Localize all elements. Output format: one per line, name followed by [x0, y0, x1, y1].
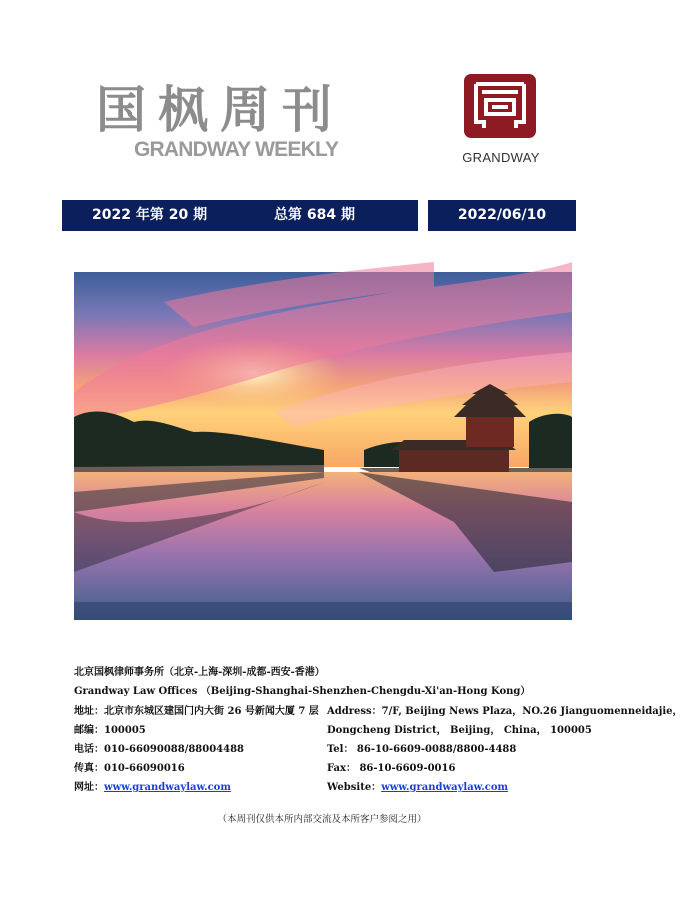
postcode-cn: 邮编：100005: [74, 725, 146, 736]
address-en-line2: Dongcheng District， Beijing， China， 100005: [327, 725, 592, 736]
magazine-title-cn: 国枫周刊: [96, 81, 344, 139]
website-cn-row: [74, 782, 231, 794]
fax-en: Fax： 86-10-6609-0016: [327, 763, 456, 774]
issue-bar: [62, 200, 418, 231]
footer-note: （本周刊仅供本所内部交流及本所客户参阅之用）: [217, 814, 427, 825]
website-link-en[interactable]: www.grandwaylaw.com: [381, 782, 509, 793]
phone-cn: 电话：010-66090088/88004488: [74, 744, 245, 755]
logo-wordmark: GRANDWAY: [462, 150, 540, 165]
website-link-cn[interactable]: www.grandwaylaw.com: [104, 782, 231, 793]
tel-en: Tel： 86-10-6609-0088/8800-4488: [327, 744, 517, 755]
website-en-row: [327, 782, 508, 794]
address-en-line1: Address：7/F, Beijing News Plaza，NO.26 Jianguomenneidajie，: [327, 706, 683, 717]
website-label-en: Website：: [327, 782, 382, 793]
website-label-cn: 网址：: [74, 782, 104, 793]
address-cn: 地址：北京市东城区建国门内大街 26 号新闻大厦 7 层: [74, 706, 319, 717]
issue-date: 2022/06/10: [428, 200, 576, 231]
cover-photo: [74, 272, 572, 620]
firm-name-en: Grandway Law Offices （Beijing-Shanghai-Shenzhen-Chengdu-Xi'an-Hong Kong）: [74, 686, 531, 697]
fax-cn: 传真：010-66090016: [74, 763, 185, 774]
firm-name-cn: 北京国枫律师事务所（北京-上海-深圳-成都-西安-香港）: [74, 667, 325, 678]
issue-number: 2022 年第 20 期: [92, 207, 208, 223]
magazine-title-en: GRANDWAY WEEKLY: [134, 138, 339, 161]
grandway-logo-icon: [464, 74, 536, 138]
total-issue-number: 总第 684 期: [274, 207, 355, 223]
